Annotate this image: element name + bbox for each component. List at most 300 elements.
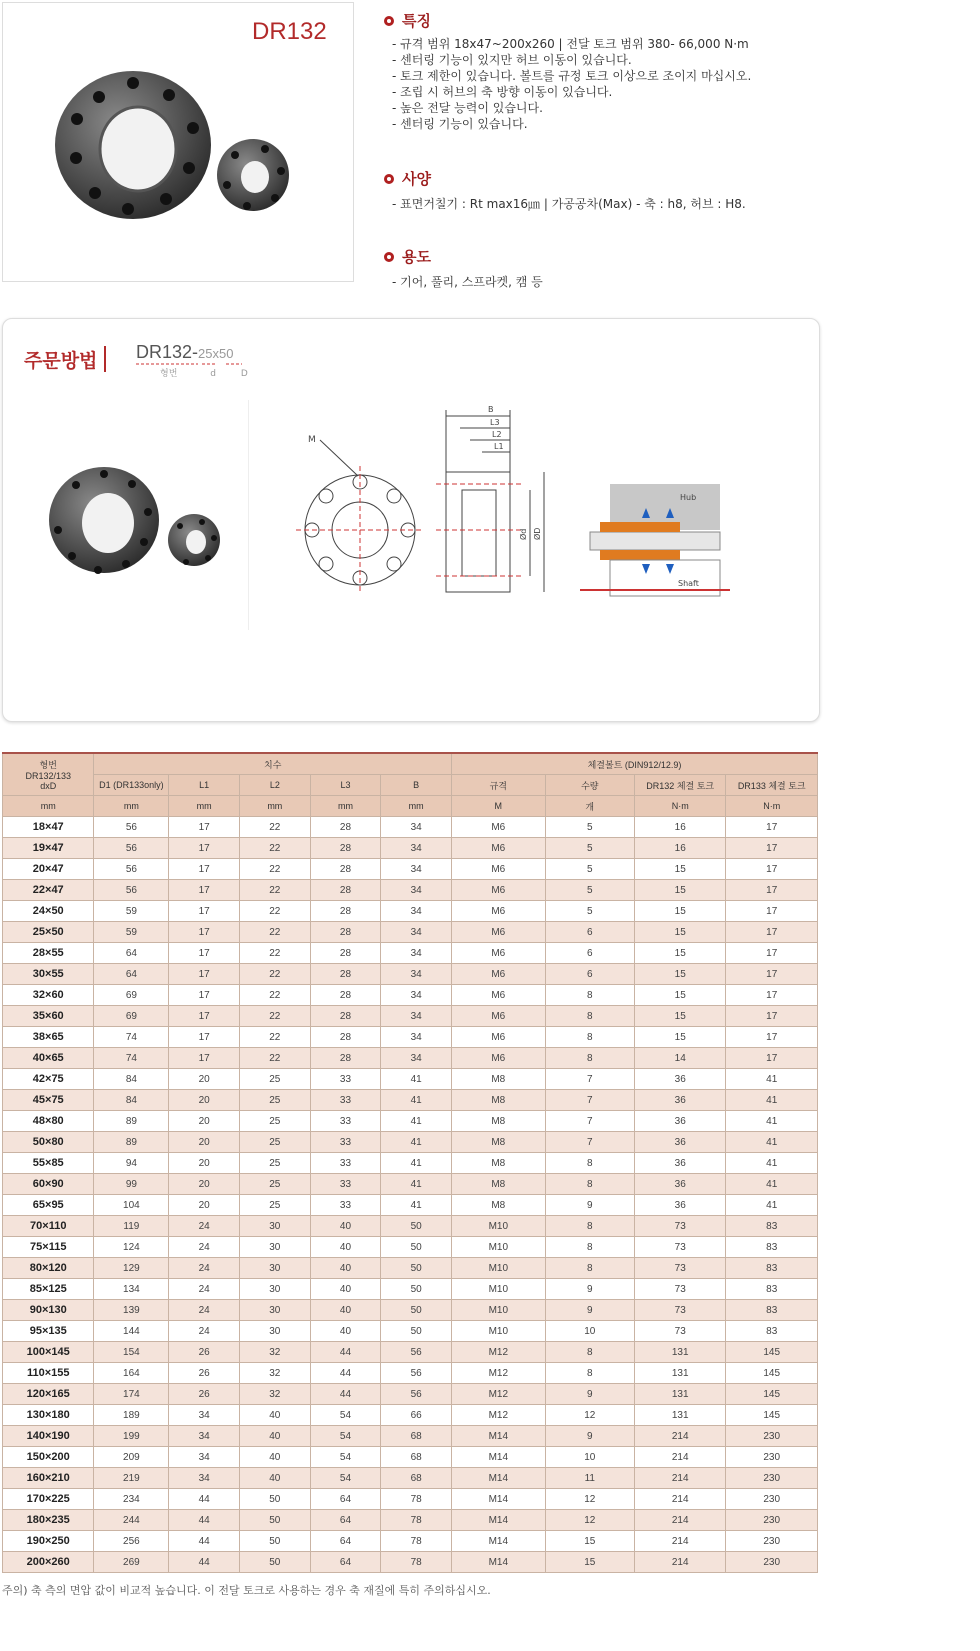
table-cell: 44 bbox=[169, 1510, 240, 1531]
table-cell: 50 bbox=[239, 1552, 310, 1573]
table-row bbox=[3, 817, 818, 838]
table-cell: 7 bbox=[545, 1132, 634, 1153]
table-row bbox=[3, 1279, 818, 1300]
usage-list bbox=[392, 274, 543, 290]
table-cell: 214 bbox=[634, 1510, 725, 1531]
table-cell: 230 bbox=[726, 1531, 818, 1552]
table-cell: 41 bbox=[726, 1111, 818, 1132]
table-cell: 22 bbox=[239, 901, 310, 922]
table-row bbox=[3, 1006, 818, 1027]
table-cell: 12 bbox=[545, 1405, 634, 1426]
unit-cell: mm bbox=[169, 796, 240, 817]
table-cell: 83 bbox=[726, 1321, 818, 1342]
table-cell: 15 bbox=[634, 964, 725, 985]
table-cell: 32 bbox=[239, 1363, 310, 1384]
table-cell: 94 bbox=[94, 1153, 169, 1174]
table-cell: 22 bbox=[239, 817, 310, 838]
label-hub: Hub bbox=[680, 493, 697, 502]
model-cell: 130×180 bbox=[3, 1405, 94, 1426]
table-cell: 41 bbox=[381, 1174, 452, 1195]
col-header-model: 형번 DR132/133 dxD bbox=[3, 753, 94, 796]
table-cell: 68 bbox=[381, 1426, 452, 1447]
table-cell: 119 bbox=[94, 1216, 169, 1237]
table-cell: 230 bbox=[726, 1468, 818, 1489]
table-cell: 8 bbox=[545, 1363, 634, 1384]
table-row bbox=[3, 1531, 818, 1552]
table-cell: 22 bbox=[239, 880, 310, 901]
table-cell: 56 bbox=[381, 1342, 452, 1363]
features-heading-text: 특징 bbox=[402, 12, 431, 30]
table-cell: 32 bbox=[239, 1384, 310, 1405]
table-cell: 8 bbox=[545, 1216, 634, 1237]
table-cell: 5 bbox=[545, 880, 634, 901]
table-row bbox=[3, 1216, 818, 1237]
features-line: - 조립 시 허브의 축 방향 이동이 있습니다. bbox=[392, 85, 613, 99]
table-cell: 64 bbox=[94, 964, 169, 985]
table-cell: 145 bbox=[726, 1384, 818, 1405]
table-cell: 64 bbox=[310, 1531, 381, 1552]
table-cell: 15 bbox=[634, 943, 725, 964]
usage-heading-text: 용도 bbox=[402, 248, 431, 266]
table-cell: 15 bbox=[634, 1006, 725, 1027]
table-cell: 26 bbox=[169, 1342, 240, 1363]
table-cell: 33 bbox=[310, 1090, 381, 1111]
spec-list bbox=[392, 196, 746, 212]
table-cell: 124 bbox=[94, 1237, 169, 1258]
unit-cell: N·m bbox=[726, 796, 818, 817]
table-cell: 50 bbox=[381, 1300, 452, 1321]
unit-cell: 개 bbox=[545, 796, 634, 817]
table-cell: 131 bbox=[634, 1384, 725, 1405]
features-line: - 토크 제한이 있습니다. 볼트를 규정 토크 이상으로 조이지 마십시오. bbox=[392, 69, 752, 83]
table-cell: 17 bbox=[169, 859, 240, 880]
table-cell: 15 bbox=[634, 922, 725, 943]
table-cell: 32 bbox=[239, 1342, 310, 1363]
table-cell: 6 bbox=[545, 964, 634, 985]
table-cell: 20 bbox=[169, 1132, 240, 1153]
col-header-spec: 규격 bbox=[452, 775, 546, 796]
model-cell: 150×200 bbox=[3, 1447, 94, 1468]
table-cell: 50 bbox=[381, 1237, 452, 1258]
table-cell: 230 bbox=[726, 1510, 818, 1531]
table-cell: 17 bbox=[169, 964, 240, 985]
table-cell: 17 bbox=[169, 817, 240, 838]
table-cell: 214 bbox=[634, 1489, 725, 1510]
table-cell: 33 bbox=[310, 1069, 381, 1090]
table-cell: 22 bbox=[239, 1027, 310, 1048]
model-cell: 35×60 bbox=[3, 1006, 94, 1027]
table-cell: 34 bbox=[381, 1027, 452, 1048]
table-cell: 54 bbox=[310, 1426, 381, 1447]
table-cell: 9 bbox=[545, 1426, 634, 1447]
table-row bbox=[3, 943, 818, 964]
table-cell: 69 bbox=[94, 1006, 169, 1027]
table-cell: 22 bbox=[239, 859, 310, 880]
model-cell: 30×55 bbox=[3, 964, 94, 985]
unit-cell: mm bbox=[3, 796, 94, 817]
table-cell: 69 bbox=[94, 985, 169, 1006]
table-cell: M6 bbox=[452, 901, 546, 922]
table-cell: 28 bbox=[310, 943, 381, 964]
table-cell: M14 bbox=[452, 1510, 546, 1531]
table-cell: 34 bbox=[169, 1426, 240, 1447]
table-cell: M8 bbox=[452, 1090, 546, 1111]
table-cell: 25 bbox=[239, 1132, 310, 1153]
table-cell: 10 bbox=[545, 1321, 634, 1342]
table-cell: 24 bbox=[169, 1237, 240, 1258]
model-cell: 65×95 bbox=[3, 1195, 94, 1216]
table-cell: 34 bbox=[381, 985, 452, 1006]
table-row bbox=[3, 1321, 818, 1342]
table-cell: 73 bbox=[634, 1279, 725, 1300]
table-cell: 36 bbox=[634, 1069, 725, 1090]
table-cell: M12 bbox=[452, 1405, 546, 1426]
table-cell: 17 bbox=[169, 943, 240, 964]
table-cell: 22 bbox=[239, 985, 310, 1006]
table-cell: 214 bbox=[634, 1552, 725, 1573]
table-cell: 54 bbox=[310, 1468, 381, 1489]
table-cell: 50 bbox=[239, 1489, 310, 1510]
table-cell: 20 bbox=[169, 1174, 240, 1195]
table-cell: M12 bbox=[452, 1384, 546, 1405]
table-cell: 33 bbox=[310, 1132, 381, 1153]
table-row bbox=[3, 1300, 818, 1321]
footnote: 주의) 축 측의 면압 값이 비교적 높습니다. 이 전달 토크로 사용하는 경우 축 재질에 특히 주의하십시오. bbox=[2, 1584, 491, 1597]
table-cell: 41 bbox=[726, 1174, 818, 1195]
table-cell: 8 bbox=[545, 1153, 634, 1174]
table-cell: 89 bbox=[94, 1111, 169, 1132]
table-cell: 15 bbox=[634, 901, 725, 922]
table-cell: 9 bbox=[545, 1300, 634, 1321]
table-cell: 164 bbox=[94, 1363, 169, 1384]
table-cell: 34 bbox=[169, 1405, 240, 1426]
large-clamp-ring bbox=[49, 467, 159, 574]
table-cell: 17 bbox=[726, 880, 818, 901]
table-cell: 145 bbox=[726, 1342, 818, 1363]
table-cell: 7 bbox=[545, 1090, 634, 1111]
table-cell: 40 bbox=[239, 1405, 310, 1426]
order-product-photo bbox=[24, 430, 254, 620]
table-row bbox=[3, 1384, 818, 1405]
table-cell: M6 bbox=[452, 1027, 546, 1048]
table-cell: 64 bbox=[310, 1552, 381, 1573]
photo-divider bbox=[248, 400, 249, 630]
table-cell: 24 bbox=[169, 1216, 240, 1237]
label-L2: L2 bbox=[492, 430, 502, 439]
col-header-l1: L1 bbox=[169, 775, 240, 796]
model-cell: 170×225 bbox=[3, 1489, 94, 1510]
table-cell: M8 bbox=[452, 1069, 546, 1090]
table-cell: 174 bbox=[94, 1384, 169, 1405]
table-cell: 83 bbox=[726, 1300, 818, 1321]
table-cell: 50 bbox=[381, 1258, 452, 1279]
table-cell: 234 bbox=[94, 1489, 169, 1510]
table-cell: 99 bbox=[94, 1174, 169, 1195]
model-cell: 38×65 bbox=[3, 1027, 94, 1048]
assembly-section bbox=[580, 484, 730, 596]
table-row bbox=[3, 1552, 818, 1573]
table-cell: 230 bbox=[726, 1447, 818, 1468]
table-cell: 17 bbox=[726, 922, 818, 943]
table-cell: 40 bbox=[239, 1447, 310, 1468]
table-cell: 44 bbox=[310, 1384, 381, 1405]
table-cell: 256 bbox=[94, 1531, 169, 1552]
table-cell: 214 bbox=[634, 1426, 725, 1447]
label-L3: L3 bbox=[490, 418, 500, 427]
features-line: - 높은 전달 능력이 있습니다. bbox=[392, 101, 543, 115]
table-row bbox=[3, 1510, 818, 1531]
table-row bbox=[3, 1426, 818, 1447]
table-cell: 56 bbox=[94, 859, 169, 880]
label-M: M bbox=[308, 435, 316, 445]
table-cell: 56 bbox=[94, 838, 169, 859]
features-line: - 센터링 기능이 있지만 허브 이동이 있습니다. bbox=[392, 53, 632, 67]
table-cell: 22 bbox=[239, 943, 310, 964]
order-note-D: D bbox=[240, 369, 248, 379]
table-cell: 34 bbox=[381, 922, 452, 943]
table-cell: 199 bbox=[94, 1426, 169, 1447]
table-cell: 74 bbox=[94, 1048, 169, 1069]
bullet-icon bbox=[384, 252, 394, 262]
table-cell: 20 bbox=[169, 1153, 240, 1174]
order-code-main: DR132- bbox=[136, 342, 199, 362]
table-cell: 83 bbox=[726, 1279, 818, 1300]
table-cell: 33 bbox=[310, 1153, 381, 1174]
col-header-dr132-torque: DR132 체결 토크 bbox=[634, 775, 725, 796]
table-cell: 33 bbox=[310, 1174, 381, 1195]
table-cell: 83 bbox=[726, 1216, 818, 1237]
table-row bbox=[3, 1174, 818, 1195]
unit-cell: N·m bbox=[634, 796, 725, 817]
table-cell: 22 bbox=[239, 838, 310, 859]
unit-cell: mm bbox=[381, 796, 452, 817]
table-row bbox=[3, 964, 818, 985]
table-cell: M6 bbox=[452, 817, 546, 838]
spec-heading bbox=[384, 168, 431, 189]
table-cell: 17 bbox=[726, 817, 818, 838]
table-cell: 189 bbox=[94, 1405, 169, 1426]
model-cell: 40×65 bbox=[3, 1048, 94, 1069]
table-cell: 17 bbox=[726, 901, 818, 922]
table-row bbox=[3, 1447, 818, 1468]
table-cell: 9 bbox=[545, 1279, 634, 1300]
model-cell: 180×235 bbox=[3, 1510, 94, 1531]
table-cell: 17 bbox=[169, 901, 240, 922]
table-cell: 17 bbox=[726, 1027, 818, 1048]
table-row bbox=[3, 1111, 818, 1132]
col-header-bolt: 체결볼트 (DIN912/12.9) bbox=[452, 753, 818, 775]
table-cell: 64 bbox=[94, 943, 169, 964]
table-cell: 78 bbox=[381, 1510, 452, 1531]
table-cell: 25 bbox=[239, 1090, 310, 1111]
table-cell: 84 bbox=[94, 1090, 169, 1111]
table-cell: 28 bbox=[310, 859, 381, 880]
spec-table-body bbox=[3, 817, 818, 1573]
table-cell: 68 bbox=[381, 1468, 452, 1489]
table-cell: M6 bbox=[452, 859, 546, 880]
table-cell: 36 bbox=[634, 1153, 725, 1174]
table-cell: 25 bbox=[239, 1111, 310, 1132]
table-cell: 59 bbox=[94, 901, 169, 922]
model-cell: 25×50 bbox=[3, 922, 94, 943]
table-cell: M8 bbox=[452, 1174, 546, 1195]
col-header-dr133-torque: DR133 체결 토크 bbox=[726, 775, 818, 796]
table-cell: 44 bbox=[310, 1342, 381, 1363]
table-cell: 15 bbox=[634, 985, 725, 1006]
table-cell: 30 bbox=[239, 1216, 310, 1237]
model-cell: 50×80 bbox=[3, 1132, 94, 1153]
table-cell: 154 bbox=[94, 1342, 169, 1363]
table-cell: M6 bbox=[452, 880, 546, 901]
features-line: - 규격 범위 18x47~200x260 | 전달 토크 범위 380- 66,000 N·m bbox=[392, 37, 749, 51]
table-cell: 68 bbox=[381, 1447, 452, 1468]
table-cell: 25 bbox=[239, 1069, 310, 1090]
model-cell: 110×155 bbox=[3, 1363, 94, 1384]
table-cell: 214 bbox=[634, 1531, 725, 1552]
table-cell: 41 bbox=[726, 1069, 818, 1090]
table-cell: 50 bbox=[381, 1279, 452, 1300]
table-cell: 28 bbox=[310, 1048, 381, 1069]
table-cell: M10 bbox=[452, 1321, 546, 1342]
table-cell: 15 bbox=[634, 859, 725, 880]
label-od: Ød bbox=[519, 528, 528, 540]
model-cell: 45×75 bbox=[3, 1090, 94, 1111]
table-cell: 34 bbox=[381, 1006, 452, 1027]
table-cell: 244 bbox=[94, 1510, 169, 1531]
table-cell: 34 bbox=[381, 1048, 452, 1069]
table-cell: 145 bbox=[726, 1405, 818, 1426]
table-cell: 26 bbox=[169, 1363, 240, 1384]
table-cell: 17 bbox=[169, 922, 240, 943]
table-cell: 41 bbox=[726, 1153, 818, 1174]
col-header-l2: L2 bbox=[239, 775, 310, 796]
table-cell: M14 bbox=[452, 1489, 546, 1510]
table-cell: 25 bbox=[239, 1174, 310, 1195]
table-row bbox=[3, 1048, 818, 1069]
label-B: B bbox=[488, 405, 494, 414]
large-clamp-ring bbox=[55, 71, 211, 219]
model-cell: 80×120 bbox=[3, 1258, 94, 1279]
col-header-dims: 치수 bbox=[94, 753, 452, 775]
bullet-icon bbox=[384, 16, 394, 26]
table-cell: 22 bbox=[239, 964, 310, 985]
model-cell: 75×115 bbox=[3, 1237, 94, 1258]
table-cell: 41 bbox=[726, 1090, 818, 1111]
table-cell: 17 bbox=[726, 985, 818, 1006]
table-cell: 73 bbox=[634, 1300, 725, 1321]
table-cell: 17 bbox=[726, 964, 818, 985]
table-cell: 78 bbox=[381, 1489, 452, 1510]
usage-line: - 기어, 풀리, 스프라켓, 캠 등 bbox=[392, 275, 543, 289]
table-cell: 40 bbox=[310, 1258, 381, 1279]
model-cell: 28×55 bbox=[3, 943, 94, 964]
col-header-b: B bbox=[381, 775, 452, 796]
features-list bbox=[392, 36, 751, 132]
model-cell: 140×190 bbox=[3, 1426, 94, 1447]
table-cell: 34 bbox=[169, 1447, 240, 1468]
table-cell: 8 bbox=[545, 1342, 634, 1363]
table-row bbox=[3, 1027, 818, 1048]
table-cell: 44 bbox=[310, 1363, 381, 1384]
table-cell: 134 bbox=[94, 1279, 169, 1300]
table-cell: 269 bbox=[94, 1552, 169, 1573]
table-cell: 78 bbox=[381, 1531, 452, 1552]
spec-heading-text: 사양 bbox=[402, 170, 431, 188]
unit-cell: M bbox=[452, 796, 546, 817]
table-cell: 12 bbox=[545, 1489, 634, 1510]
table-row bbox=[3, 1342, 818, 1363]
table-cell: M10 bbox=[452, 1279, 546, 1300]
table-cell: 8 bbox=[545, 1237, 634, 1258]
table-cell: 20 bbox=[169, 1090, 240, 1111]
table-cell: 36 bbox=[634, 1174, 725, 1195]
table-cell: M14 bbox=[452, 1531, 546, 1552]
table-cell: 22 bbox=[239, 1006, 310, 1027]
table-row bbox=[3, 1363, 818, 1384]
table-cell: 28 bbox=[310, 838, 381, 859]
table-cell: 24 bbox=[169, 1258, 240, 1279]
table-cell: 20 bbox=[169, 1111, 240, 1132]
model-cell: 32×60 bbox=[3, 985, 94, 1006]
label-L1: L1 bbox=[494, 442, 504, 451]
table-cell: 40 bbox=[239, 1426, 310, 1447]
table-cell: 56 bbox=[94, 817, 169, 838]
table-cell: 34 bbox=[381, 859, 452, 880]
table-cell: 40 bbox=[239, 1468, 310, 1489]
bullet-icon bbox=[384, 174, 394, 184]
table-cell: 17 bbox=[726, 1006, 818, 1027]
table-row bbox=[3, 1069, 818, 1090]
table-cell: 17 bbox=[726, 859, 818, 880]
order-note-model: 형번 bbox=[160, 369, 178, 379]
col-header-d1: D1 (DR133only) bbox=[94, 775, 169, 796]
table-cell: 214 bbox=[634, 1468, 725, 1489]
table-row bbox=[3, 859, 818, 880]
model-cell: 100×145 bbox=[3, 1342, 94, 1363]
table-row bbox=[3, 1405, 818, 1426]
table-cell: 36 bbox=[634, 1090, 725, 1111]
label-shaft: Shaft bbox=[678, 579, 699, 588]
table-row bbox=[3, 1468, 818, 1489]
table-cell: 8 bbox=[545, 1174, 634, 1195]
model-cell: 70×110 bbox=[3, 1216, 94, 1237]
table-cell: 34 bbox=[381, 964, 452, 985]
table-cell: 230 bbox=[726, 1489, 818, 1510]
table-cell: 73 bbox=[634, 1258, 725, 1279]
table-cell: 28 bbox=[310, 817, 381, 838]
table-cell: M10 bbox=[452, 1216, 546, 1237]
table-cell: 41 bbox=[381, 1132, 452, 1153]
table-cell: 131 bbox=[634, 1363, 725, 1384]
table-cell: 7 bbox=[545, 1111, 634, 1132]
table-cell: 41 bbox=[726, 1195, 818, 1216]
label-oD: ØD bbox=[533, 527, 542, 540]
table-cell: 131 bbox=[634, 1405, 725, 1426]
table-cell: 56 bbox=[381, 1363, 452, 1384]
features-heading bbox=[384, 10, 431, 31]
order-code-sub: 25x50 bbox=[198, 346, 234, 361]
table-row bbox=[3, 1090, 818, 1111]
product-title: DR132 bbox=[252, 18, 327, 45]
table-cell: 144 bbox=[94, 1321, 169, 1342]
spec-table bbox=[2, 752, 818, 1573]
table-cell: 104 bbox=[94, 1195, 169, 1216]
table-cell: 34 bbox=[381, 880, 452, 901]
table-cell: M14 bbox=[452, 1468, 546, 1489]
table-cell: 16 bbox=[634, 838, 725, 859]
table-row bbox=[3, 1258, 818, 1279]
table-row bbox=[3, 838, 818, 859]
